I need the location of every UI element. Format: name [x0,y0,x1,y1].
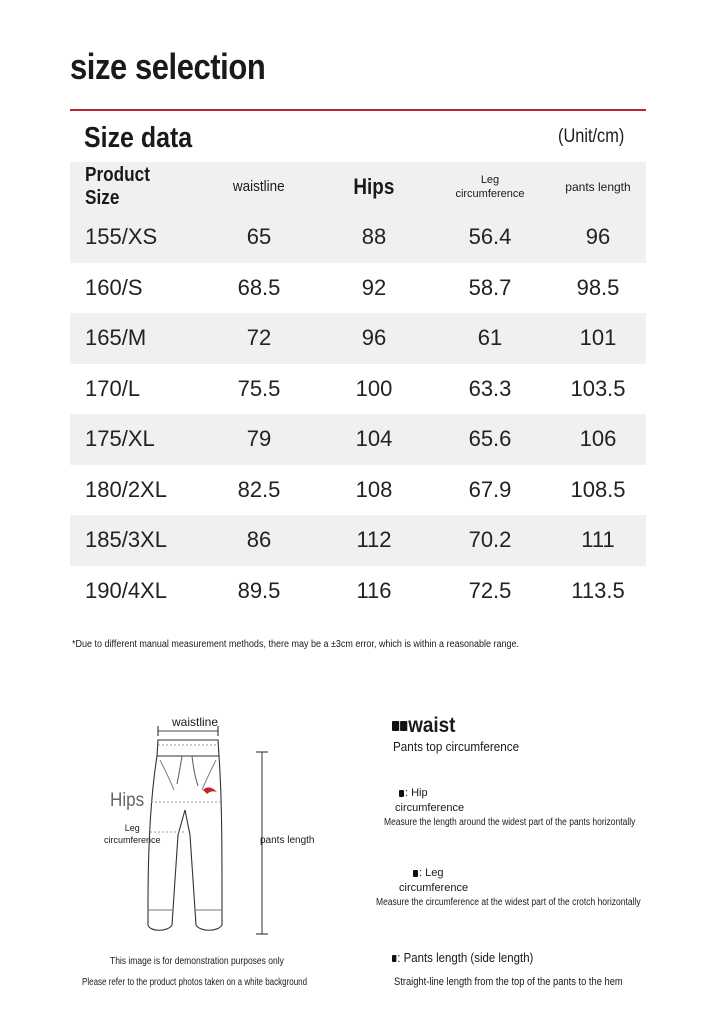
table-row [70,263,646,314]
table-row [70,313,646,364]
square-bullet-icon [400,721,407,731]
table-cell: 103.5 [550,364,646,415]
leg-description: Measure the circumference at the widest part of the crotch horizontally [376,897,641,908]
size-data-heading: Size data [84,122,193,154]
table-cell: 61 [430,313,550,364]
table-cell: 98.5 [550,263,646,314]
square-bullet-icon [392,721,399,731]
table-cell: 75.5 [200,364,318,415]
table-cell: 180/2XL [70,465,200,516]
table-cell: 113.5 [550,566,646,617]
table-cell: 70.2 [430,515,550,566]
table-cell: 82.5 [200,465,318,516]
demo-note-2: Please refer to the product photos taken on a white background [82,977,308,988]
table-cell: 108 [318,465,430,516]
table-cell: 160/S [70,263,200,314]
pants-length-description: Straight-line length from the top of the pants to the hem [394,976,623,988]
waistline-label: waistline [172,715,219,729]
table-header-row [70,162,646,212]
hip-title: : Hip circumference [395,787,465,814]
header-pants-length: pants length [550,162,646,212]
table-cell: 106 [550,414,646,465]
table-cell: 175/XL [70,414,200,465]
table-cell: 67.9 [430,465,550,516]
page-title: size selection [70,46,266,87]
pants-length-label: pants length [260,835,315,846]
hips-label: Hips [110,790,145,811]
title-divider [70,109,646,111]
table-cell: 116 [318,566,430,617]
table-cell: 72.5 [430,566,550,617]
table-cell: 63.3 [430,364,550,415]
size-table [70,162,646,616]
table-cell: 104 [318,414,430,465]
leg-circumference-label: Leg circumference [104,823,161,845]
table-cell: 88 [318,212,430,263]
table-cell: 165/M [70,313,200,364]
table-cell: 65 [200,212,318,263]
header-waistline: waistline [200,162,318,212]
table-cell: 96 [318,313,430,364]
demo-note-1: This image is for demonstration purposes only [110,956,284,967]
table-cell: 170/L [70,364,200,415]
table-cell: 89.5 [200,566,318,617]
table-cell: 111 [550,515,646,566]
square-bullet-icon [399,790,404,797]
table-cell: 92 [318,263,430,314]
table-cell: 101 [550,313,646,364]
header-hips: Hips [318,162,430,212]
table-row [70,515,646,566]
unit-label: (Unit/cm) [558,126,625,147]
table-cell: 96 [550,212,646,263]
table-row [70,566,646,617]
measurement-footnote: *Due to different manual measurement methods, there may be a ±3cm error, which is within a reasonable range. [72,639,520,650]
square-bullet-icon [392,955,396,962]
table-row [70,414,646,465]
table-row [70,364,646,415]
table-row [70,212,646,263]
header-leg-circumference: Leg circumference [430,162,550,212]
table-cell: 86 [200,515,318,566]
brand-logo-icon [203,787,217,794]
waist-subtitle: Pants top circumference [393,739,520,754]
table-cell: 185/3XL [70,515,200,566]
table-cell: 108.5 [550,465,646,516]
table-cell: 58.7 [430,263,550,314]
leg-title: : Leg circumference [399,867,469,894]
table-cell: 79 [200,414,318,465]
waist-title: waist [392,714,455,738]
table-cell: 68.5 [200,263,318,314]
table-row [70,465,646,516]
table-cell: 112 [318,515,430,566]
table-cell: 190/4XL [70,566,200,617]
square-bullet-icon [413,870,418,877]
pants-length-title: : Pants length (side length) [392,950,533,965]
table-cell: 56.4 [430,212,550,263]
table-cell: 65.6 [430,414,550,465]
table-cell: 155/XS [70,212,200,263]
table-cell: 72 [200,313,318,364]
table-cell: 100 [318,364,430,415]
hip-description: Measure the length around the widest part of the pants horizontally [384,817,636,828]
header-product-size: Product Size [70,162,200,212]
